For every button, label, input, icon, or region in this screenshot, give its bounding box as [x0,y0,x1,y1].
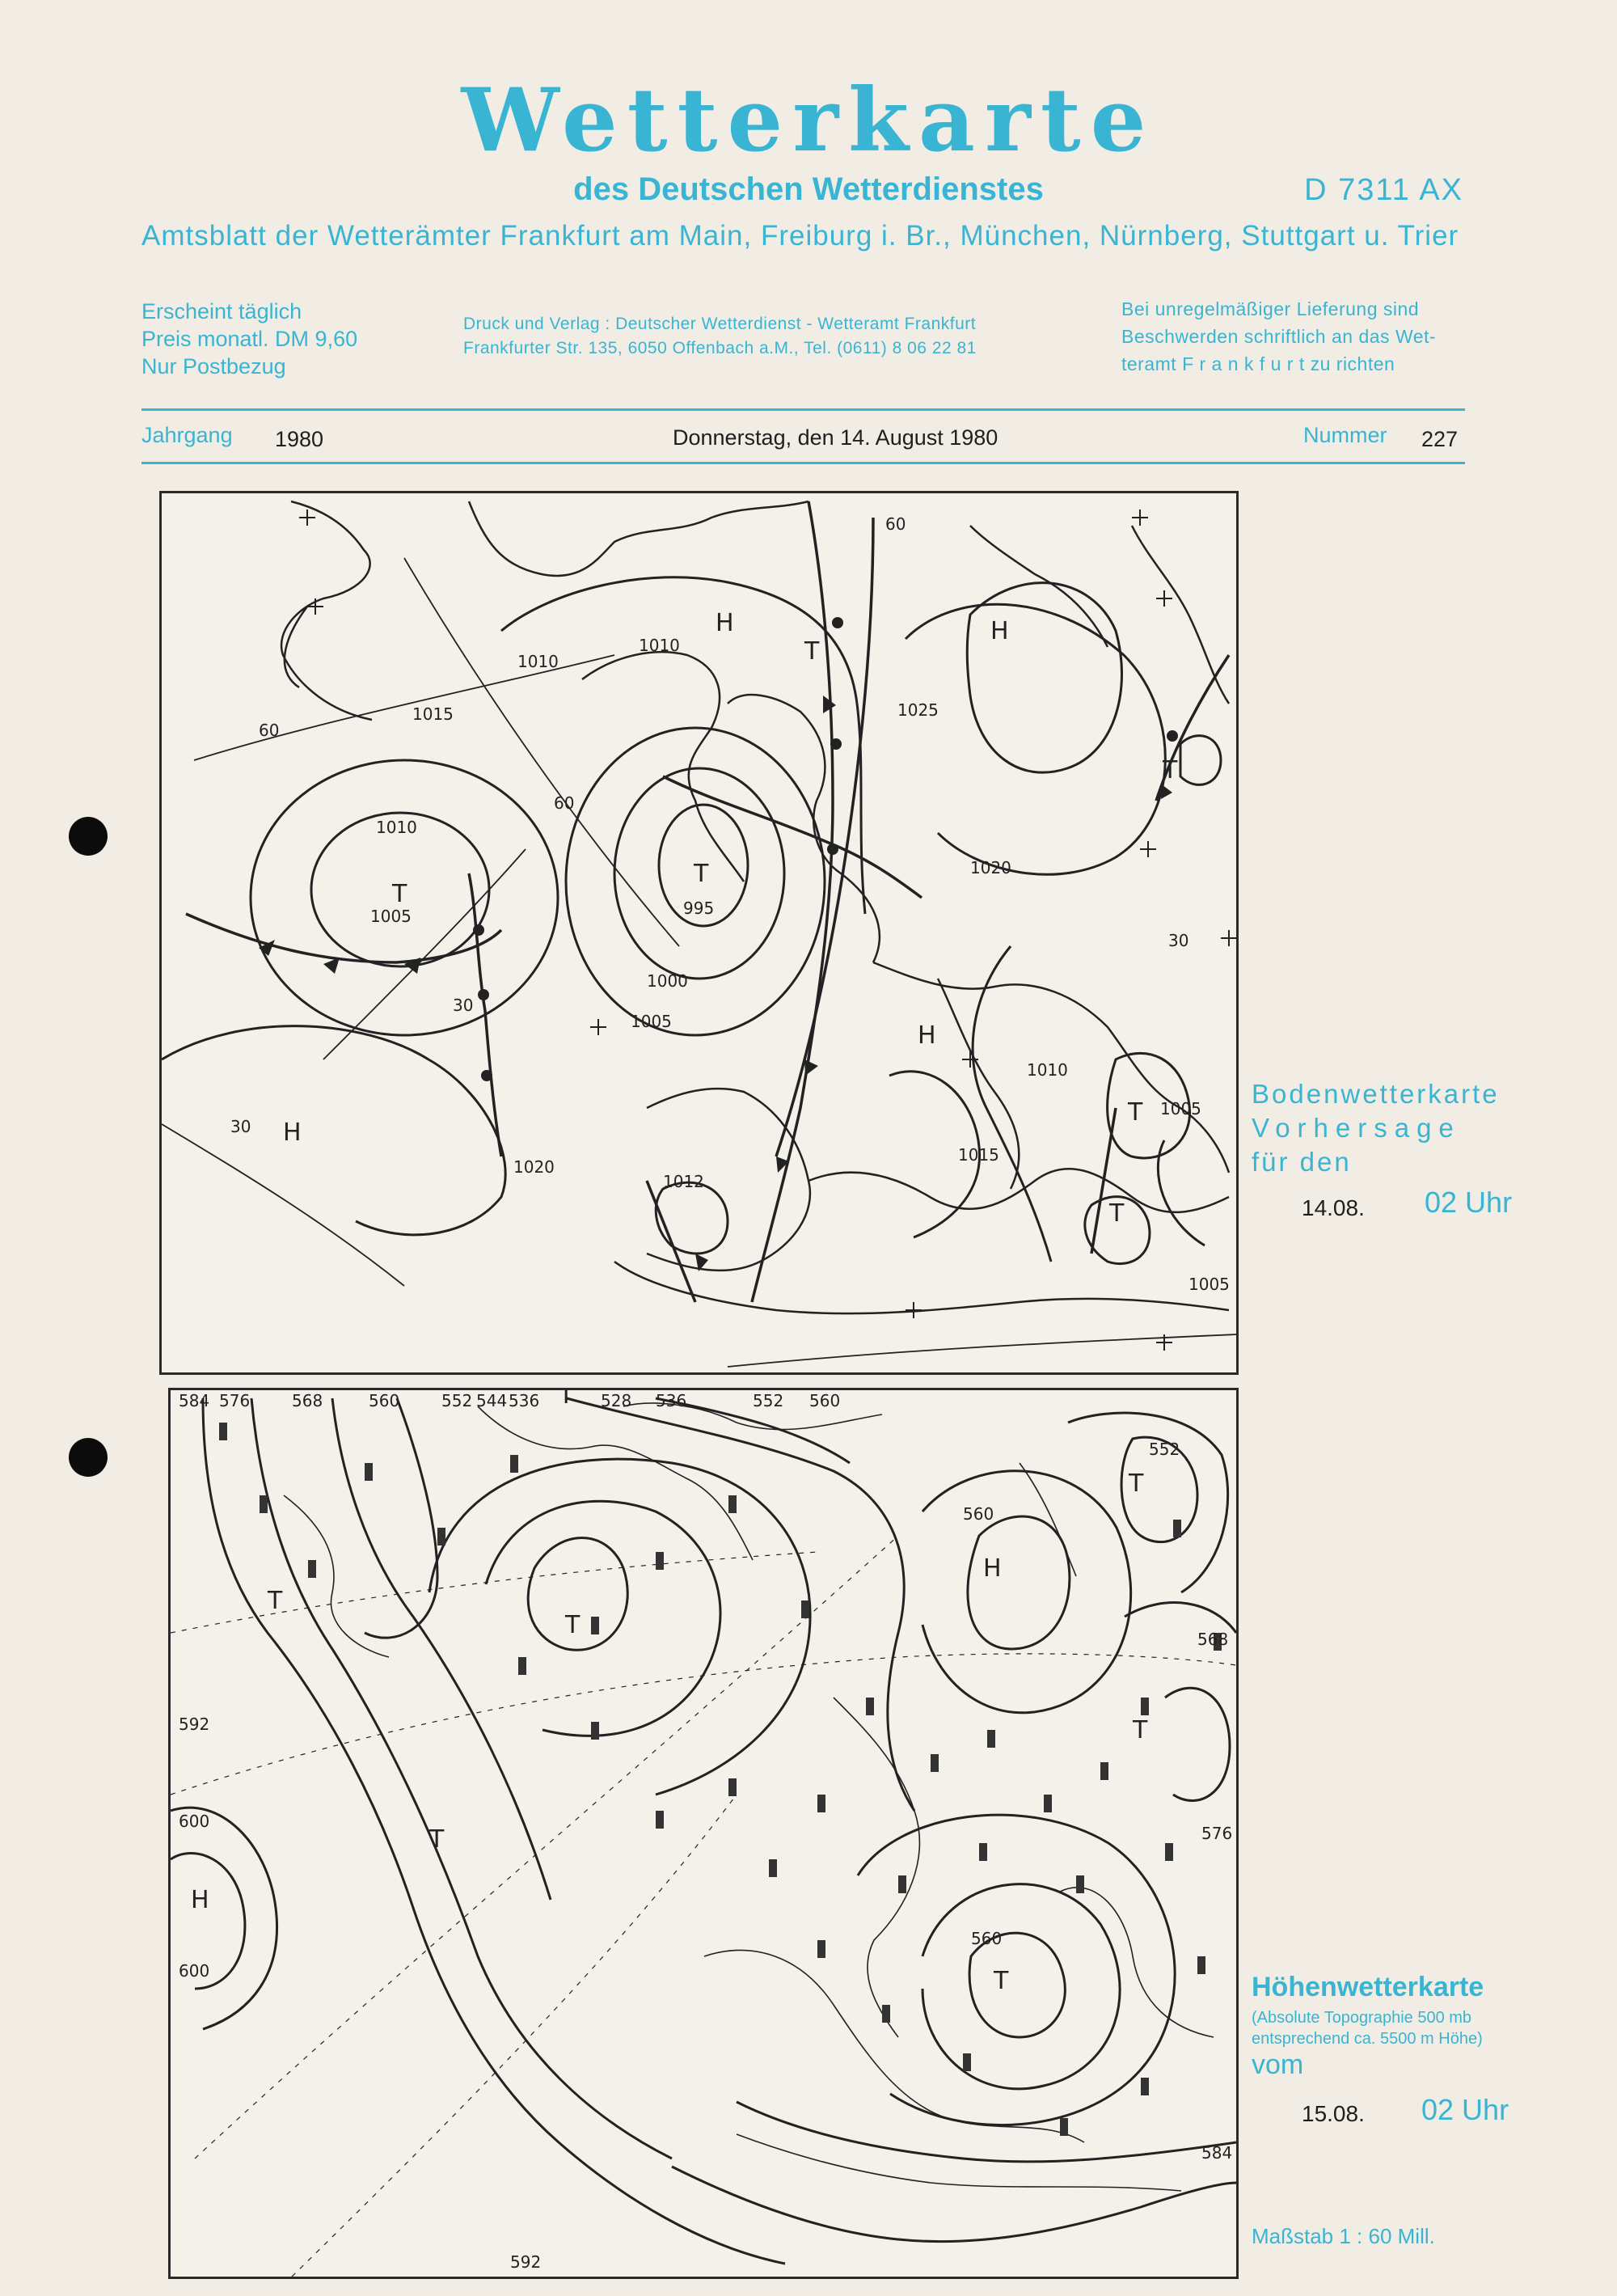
isobar-label: 1012 [663,1172,704,1191]
upper-map-caption-sub [1252,2007,1483,2049]
contour-label: 576 [219,1391,251,1410]
contour-label: 528 [601,1391,632,1410]
isobar-label: 1015 [958,1145,999,1165]
low-label: T [559,1390,574,1410]
masthead-title: Wetterkarte [461,70,1156,171]
high-label: H [283,1118,302,1147]
high-label: H [983,1554,1002,1583]
isobar-label: 1015 [412,704,454,724]
isobar-label: 1020 [970,858,1011,877]
isobar-label: 1020 [513,1157,555,1177]
contour-label: 560 [971,1929,1003,1948]
high-label: H [191,1886,209,1914]
contour-label: 552 [1149,1440,1180,1459]
contour-label: 584 [179,1391,210,1410]
low-label: T [1129,1469,1144,1498]
caption-line: für den [1252,1147,1352,1177]
complaint-line-2: Beschwerden schriftlich an das Wet- [1121,326,1437,347]
punch-hole-upper [69,817,108,856]
station-plots [219,1423,1222,2136]
isobar-label: 1000 [647,971,688,991]
nummer-value: 227 [1421,427,1459,451]
complaint-line-1: Bei unregelmäßiger Lieferung sind [1121,298,1420,319]
contour-label: 552 [441,1391,473,1410]
high-label: H [990,617,1009,645]
contour-label: 584 [1201,2143,1233,2163]
contour-label: 536 [656,1391,687,1410]
caption-line: Vorhersage [1252,1113,1461,1143]
map-scale: Maßstab 1 : 60 Mill. [1252,2224,1435,2248]
upper-map-date: 15.08. [1302,2101,1365,2126]
upper-contours [171,1398,1236,2264]
complaint-line-3: teramt F r a n k f u r t zu richten [1121,353,1395,374]
caption-sub-line: entsprechend ca. 5500 m Höhe) [1252,2030,1483,2048]
contour-label: 576 [1201,1824,1233,1843]
surface-map-time: 02 Uhr [1425,1186,1513,1219]
parallel-label: 60 [885,514,906,534]
isobar-label: 1005 [631,1012,672,1031]
contour-label: 560 [369,1391,400,1410]
contour-label: 544 [476,1391,508,1410]
publisher-line-1: Druck und Verlag : Deutscher Wetterdienst - Wetteramt Frankfurt [463,315,977,333]
high-label: H [716,609,734,637]
low-label: T [1163,756,1178,784]
low-label: T [392,880,407,908]
isobar-label: 1005 [370,907,412,926]
amtsblatt-line: Amtsblatt der Wetterämter Frankfurt am Main, Freiburg i. Br., München, Nürnberg, Stuttgart u. Trier [141,220,1459,252]
header-rule-top [141,408,1465,411]
document-number: D 7311 AX [1304,173,1463,207]
surface-map-drawing [162,493,1236,1372]
upper-air-map [168,1388,1239,2279]
low-label: T [429,1825,445,1854]
jahrgang-label: Jahrgang [141,423,233,447]
contour-label: 600 [179,1812,210,1831]
high-label: H [918,1021,936,1050]
header-rule-bottom [141,462,1465,464]
isobar-label: 1010 [517,652,559,671]
isobar-label: 995 [683,899,715,918]
parallel-label: 60 [554,793,575,813]
publisher-line-2: Frankfurter Str. 135, 6050 Offenbach a.M., Tel. (0611) 8 06 22 81 [463,339,977,357]
contour-label: 536 [509,1391,540,1410]
contour-label: 568 [1197,1630,1229,1649]
low-label: T [1133,1716,1148,1744]
nummer-label: Nummer [1303,423,1387,447]
front-symbols [259,617,1178,1271]
isobar-label: 1010 [639,636,680,655]
contour-label: 560 [963,1504,994,1524]
caption-line: Bodenwetterkarte [1252,1079,1500,1109]
low-label: T [994,1967,1009,1995]
low-label: T [1109,1199,1125,1228]
surface-weather-map [159,491,1239,1375]
issue-date: Donnerstag, den 14. August 1980 [673,425,998,450]
publisher-info [463,312,977,361]
meridian-label: 30 [230,1117,251,1136]
publication-info [141,298,357,380]
low-label: T [1128,1098,1143,1127]
isobar-label: 1010 [1027,1060,1068,1080]
parallel-label: 60 [259,721,280,740]
surface-map-labels [230,514,1230,1294]
publication-delivery: Nur Postbezug [141,354,286,378]
punch-hole-lower [69,1438,108,1477]
jahrgang-value: 1980 [275,427,324,451]
surface-coastlines [281,501,1229,1313]
contour-label: 592 [510,2252,542,2272]
masthead-subtitle: des Deutschen Wetterdienstes [573,171,1044,207]
caption-sub-line: (Absolute Topographie 500 mb [1252,2009,1472,2027]
isobar-label: 1025 [897,700,939,720]
low-label: T [694,860,709,888]
publication-frequency: Erscheint täglich [141,299,302,323]
meridian-label: 30 [453,996,474,1015]
surface-map-caption [1252,1077,1500,1179]
contour-label: 552 [753,1391,784,1410]
low-label: T [804,637,820,666]
complaint-info [1121,295,1436,378]
isobar-label: 1005 [1160,1099,1201,1118]
surface-map-date: 14.08. [1302,1195,1365,1220]
contour-label: 600 [179,1961,210,1981]
surface-isobars [162,577,1221,1264]
contour-label: 568 [292,1391,323,1410]
upper-map-time: 02 Uhr [1421,2093,1509,2126]
graticule [162,558,1236,1367]
publication-price: Preis monatl. DM 9,60 [141,327,358,351]
contour-label: 592 [179,1715,210,1734]
upper-map-caption-vom: vom [1252,2049,1304,2080]
low-label: T [565,1611,581,1639]
isobar-label: 1010 [376,818,417,837]
low-label: T [268,1587,283,1615]
upper-map-caption-title: Höhenwetterkarte [1252,1972,1484,2002]
contour-label: 560 [809,1391,841,1410]
upper-map-drawing [171,1390,1236,2277]
meridian-label: 30 [1168,931,1189,950]
upper-map-labels [179,1390,1232,2272]
isobar-label: 1005 [1188,1275,1230,1294]
